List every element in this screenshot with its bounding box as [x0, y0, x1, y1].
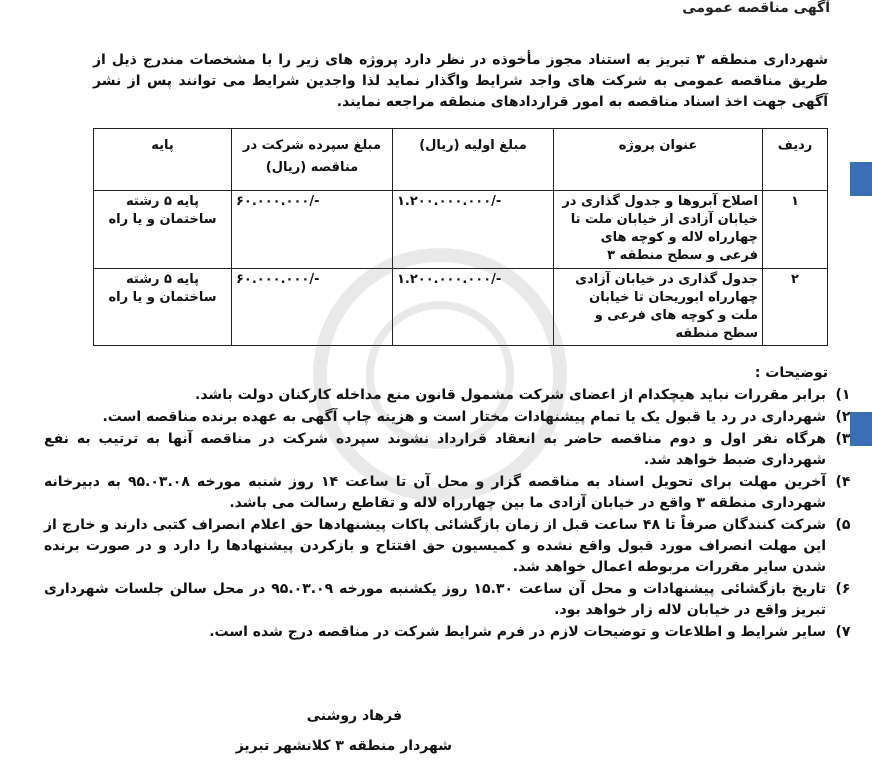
note-text: شرکت کنندگان صرفاً تا ۴۸ ساعت قبل از زمان بازگشائی پاکات پیشنهادها حق اعلام انصراف کتبی دارند و خارج از این مهلت انصراف مورد قبول واقع نشده و کمیسیون حق افتتاح و بازکردن پیشنهادها را دارد و در صورت برنده شدن سایر مقررات مربوطه اعمال خواهد شد.	[44, 517, 826, 575]
contractor-grade: پایه ۵ رشته ساختمان و یا راه	[94, 191, 232, 269]
row-number: ۲	[763, 269, 828, 346]
note-text: تاریخ بازگشائی پیشنهادات و محل آن ساعت ۱۵.۳۰ روز یکشنبه مورخه ۹۵.۰۳.۰۹ در محل سالن جلسات شهرداری تبریز واقع در خیابان لاله زار خواهد بود.	[44, 581, 826, 618]
deposit-amount: ۶۰.۰۰۰.۰۰۰/-	[232, 269, 393, 346]
signatory-title: شهردار منطقه ۳ کلانشهر تبریز	[235, 738, 452, 754]
initial-amount: ۱.۲۰۰.۰۰۰.۰۰۰/-	[393, 191, 554, 269]
note-text: آخرین مهلت برای تحویل اسناد به مناقصه گزار و محل آن تا ساعت ۱۴ روز شنبه مورخه ۹۵.۰۳.۰۸ به دبیرخانه شهرداری منطقه ۳ واقع در خیابان آزادی ما بین چهارراه لاله و تقاطع رسالت می باشد.	[44, 474, 826, 511]
project-title: اصلاح آبروها و جدول گذاری در خیابان آزادی از خیابان ملت تا چهارراه لاله و کوچه های فرعی و سطح منطقه ۳	[554, 191, 763, 269]
side-tab-marker	[850, 162, 872, 196]
header-project-title: عنوان پروژه	[554, 129, 763, 191]
notice-title: آگهی مناقصه عمومی	[682, 0, 830, 16]
note-number: ۵)	[835, 517, 851, 533]
header-contractor-grade: پایه	[94, 129, 232, 191]
table-header-row	[94, 129, 828, 191]
note-number: ۷)	[835, 624, 851, 640]
row-number: ۱	[763, 191, 828, 269]
header-deposit-amount: مبلغ سپرده شرکت در مناقصه (ریال)	[232, 129, 393, 191]
note-number: ۴)	[835, 474, 851, 490]
list-item	[44, 407, 856, 428]
deposit-amount: ۶۰.۰۰۰.۰۰۰/-	[232, 191, 393, 269]
note-number: ۳)	[835, 431, 851, 447]
header-row-number: ردیف	[763, 129, 828, 191]
note-text: برابر مقررات نباید هیچکدام از اعضای شرکت مشمول قانون منع مداخله کارکنان دولت باشد.	[195, 387, 826, 403]
note-number: ۶)	[835, 581, 851, 597]
note-number: ۲)	[835, 409, 851, 425]
note-text: سایر شرایط و اطلاعات و توضیحات لازم در فرم شرایط شرکت در مناقصه درج شده است.	[209, 624, 826, 640]
side-tab-marker	[850, 412, 872, 446]
intro-paragraph: شهرداری منطقه ۳ تبریز به استناد مجوز مأخوذه در نظر دارد پروژه های زیر را با مشخصات مندرج ذیل از طریق مناقصه عمومی به شرکت های واجد شرایط واگذار نماید لذا واجدین شرایط می توانند پس از نشر آگهی جهت اخذ اسناد مناقصه به امور قراردادهای منطقه مراجعه نمایند.	[93, 52, 828, 110]
list-item	[44, 622, 856, 643]
signatory-name: فرهاد روشنی	[306, 708, 402, 724]
list-item	[44, 579, 856, 621]
list-item	[44, 515, 856, 578]
table-row	[94, 191, 828, 269]
contractor-grade: پایه ۵ رشته ساختمان و یا راه	[94, 269, 232, 346]
list-item	[44, 472, 856, 514]
notes-label: توضیحات :	[754, 365, 828, 381]
note-text: هرگاه نفر اول و دوم مناقصه حاضر به انعقاد قرارداد نشوند سپرده شرکت در مناقصه آنها به ترتیب به نفع شهرداری ضبط خواهد شد.	[44, 431, 826, 468]
header-initial-amount: مبلغ اولیه (ریال)	[393, 129, 554, 191]
note-number: ۱)	[835, 387, 851, 403]
project-title: جدول گذاری در خیابان آزادی چهارراه ابوریحان تا خیابان ملت و کوچه های فرعی و سطح منطقه	[554, 269, 763, 346]
list-item	[44, 385, 856, 406]
table-row	[94, 269, 828, 346]
notes-list	[44, 385, 856, 644]
projects-table	[93, 128, 828, 346]
list-item	[44, 429, 856, 471]
note-text: شهرداری در رد یا قبول یک یا تمام پیشنهادات مختار است و هزینه چاپ آگهی به عهده برنده مناقصه است.	[102, 409, 826, 425]
initial-amount: ۱.۲۰۰.۰۰۰.۰۰۰/-	[393, 269, 554, 346]
